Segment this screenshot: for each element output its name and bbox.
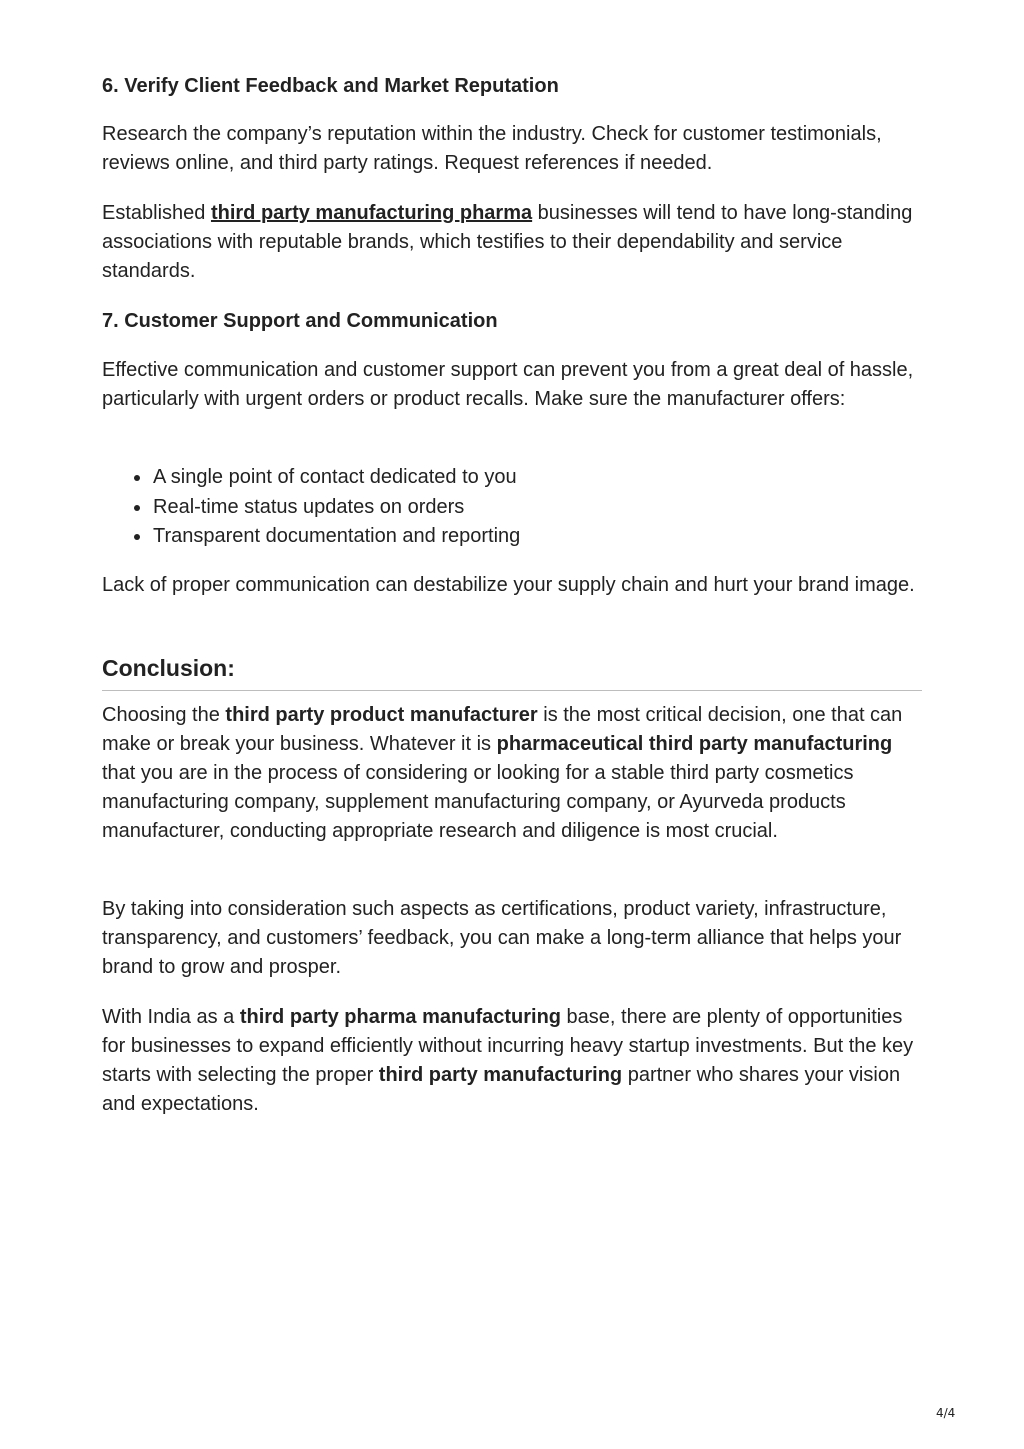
list-item bbox=[102, 493, 520, 523]
text-span: base, there are plenty of opportunities for businesses to expand efficiently without incurring heavy startup investments. But the key starts with selecting the proper bbox=[102, 1006, 914, 1086]
bullet-icon bbox=[134, 475, 140, 481]
conclusion-heading: Conclusion: bbox=[102, 655, 235, 681]
section-7-heading: 7. Customer Support and Communication bbox=[102, 310, 498, 332]
section-6-paragraph-1: Research the company’s reputation within the industry. Check for customer testimonials, reviews online, and third party ratings. Request references if needed. bbox=[102, 123, 882, 174]
section-6-paragraph-2 bbox=[102, 199, 922, 286]
third-party-manufacturing-pharma-link[interactable]: third party manufacturing pharma bbox=[210, 202, 533, 224]
list-item-text: A single point of contact dedicated to you bbox=[153, 466, 517, 488]
text-span: that you are in the process of considering or looking for a stable third party cosmetics manufacturing company, supplement manufacturing company, or Ayurveda products manufacturer, conducting appropriate research and diligence is most crucial. bbox=[102, 762, 854, 842]
section-7-paragraph-2: Lack of proper communication can destabilize your supply chain and hurt your brand image. bbox=[102, 574, 915, 596]
bold-text: third party pharma manufacturing bbox=[239, 1006, 561, 1028]
list-item bbox=[102, 522, 520, 552]
conclusion-paragraph-1 bbox=[102, 701, 922, 846]
bold-text: third party manufacturing bbox=[378, 1064, 623, 1086]
bold-text: third party product manufacturer bbox=[225, 704, 538, 726]
section-6-heading: 6. Verify Client Feedback and Market Reputation bbox=[102, 75, 559, 97]
page-number: 4/4 bbox=[936, 1406, 956, 1420]
text-span: Choosing the bbox=[102, 704, 226, 726]
bullet-icon bbox=[134, 534, 140, 540]
bullet-icon bbox=[134, 505, 140, 511]
list-item-text: Transparent documentation and reporting bbox=[153, 525, 521, 547]
text-span: is the most critical decision, one that can make or break your business. Whatever it is bbox=[102, 704, 903, 755]
text-span: partner who shares your vision and expectations. bbox=[102, 1064, 901, 1115]
section-7-paragraph-1: Effective communication and customer support can prevent you from a great deal of hassle, particularly with urgent orders or product recalls. Make sure the manufacturer offers: bbox=[102, 359, 914, 410]
customer-support-list bbox=[102, 463, 520, 552]
text-span: businesses will tend to have long-standing associations with reputable brands, which testifies to their dependability and service standards. bbox=[102, 202, 913, 282]
text-span: Established bbox=[102, 202, 211, 224]
heading-divider bbox=[102, 690, 922, 691]
conclusion-paragraph-3 bbox=[102, 1003, 922, 1119]
list-item bbox=[102, 463, 520, 493]
text-span: With India as a bbox=[102, 1006, 240, 1028]
conclusion-paragraph-2: By taking into consideration such aspects as certifications, product variety, infrastructure, transparency, and customers’ feedback, you can make a long-term alliance that helps your brand to grow and prosper. bbox=[102, 898, 902, 978]
list-item-text: Real-time status updates on orders bbox=[153, 495, 465, 518]
bold-text: pharmaceutical third party manufacturing bbox=[496, 733, 893, 755]
